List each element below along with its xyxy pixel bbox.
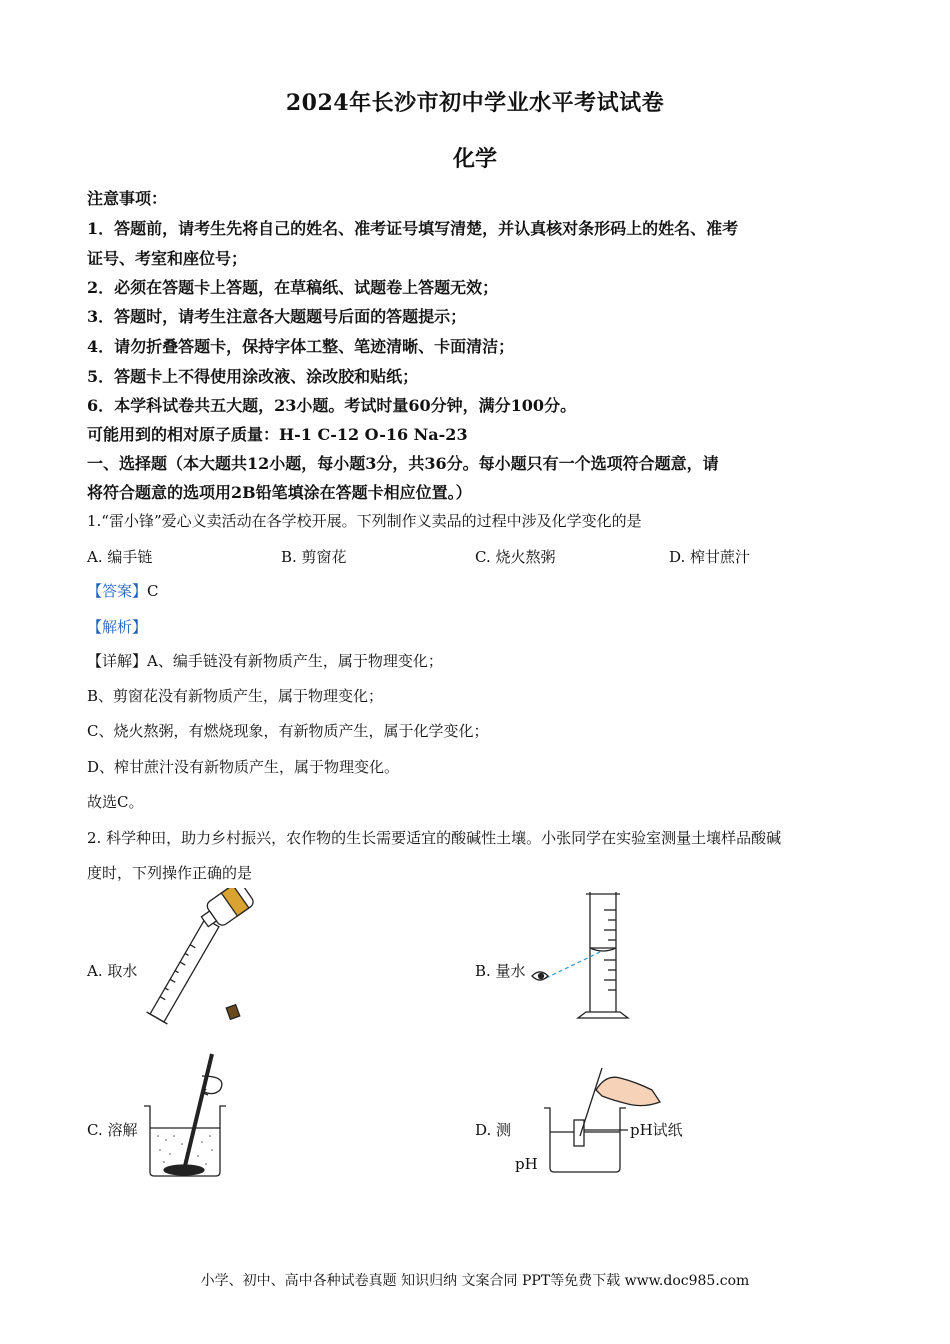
q1-option-a: A. 编手链 bbox=[87, 548, 153, 566]
analysis-tag: 【解析】 bbox=[87, 618, 148, 636]
figure-d-ph-test-icon bbox=[540, 1060, 670, 1180]
note-item: 3．答题时，请考生注意各大题题号后面的答题提示； bbox=[87, 307, 467, 326]
answer-line bbox=[87, 580, 159, 601]
question-2-stem-cont: 度时，下列操作正确的是 bbox=[87, 864, 253, 882]
note-item: 证号、考室和座位号； bbox=[87, 249, 248, 268]
atomic-mass-line: 可能用到的相对原子质量：H-1 C-12 O-16 Na-23 bbox=[87, 425, 468, 444]
detail-line: D、榨甘蔗汁没有新物质产生，属于物理变化。 bbox=[87, 758, 400, 776]
note-item: 4．请勿折叠答题卡，保持字体工整、笔迹清晰、卡面清洁； bbox=[87, 337, 515, 356]
q1-option-d: D. 榨甘蔗汁 bbox=[669, 548, 751, 566]
q2-option-c: C. 溶解 bbox=[87, 1121, 138, 1139]
q1-option-b: B. 剪窗花 bbox=[281, 548, 347, 566]
detail-line: C、烧火熬粥，有燃烧现象，有新物质产生，属于化学变化； bbox=[87, 722, 489, 740]
question-1-stem: 1.“雷小锋”爱心义卖活动在各学校开展。下列制作义卖品的过程中涉及化学变化的是 bbox=[87, 512, 642, 530]
q2-option-d: D. 测 bbox=[475, 1121, 512, 1139]
q2-option-d-cont: pH bbox=[515, 1155, 538, 1173]
note-item: 5．答题卡上不得使用涂改液、涂改胶和贴纸； bbox=[87, 367, 419, 386]
note-item: 1．答题前，请考生先将自己的姓名、准考证号填写清楚，并认真核对条形码上的姓名、准考 bbox=[87, 219, 739, 238]
note-item: 6．本学科试卷共五大题，23小题。考试时量60分钟，满分100分。 bbox=[87, 396, 577, 415]
note-item: 2．必须在答题卡上答题，在草稿纸、试题卷上答题无效； bbox=[87, 278, 499, 297]
detail-line: 故选C。 bbox=[87, 793, 144, 811]
ph-paper-label: pH试纸 bbox=[630, 1121, 683, 1139]
subject-title: 化学 bbox=[452, 146, 497, 172]
detail-tag: 【详解】 bbox=[87, 652, 148, 670]
q2-option-a: A. 取水 bbox=[87, 962, 138, 980]
detail-text: A、编手链没有新物质产生，属于物理变化； bbox=[147, 652, 443, 670]
detail-line bbox=[87, 650, 443, 671]
figure-b-measuring-icon bbox=[528, 890, 638, 1025]
section-heading: 一、选择题（本大题共12小题，每小题3分，共36分。每小题只有一个选项符合题意，请 bbox=[87, 454, 719, 473]
figure-a-pouring-icon bbox=[135, 888, 270, 1033]
figure-c-dissolving-icon bbox=[140, 1050, 240, 1180]
page-title: 2024年长沙市初中学业水平考试试卷 bbox=[285, 90, 665, 116]
footer-text: 小学、初中、高中各种试卷真题 知识归纳 文案合同 PPT等免费下载 www.doc985.com bbox=[200, 1273, 750, 1289]
q1-option-c: C. 烧火熬粥 bbox=[475, 548, 556, 566]
detail-line: B、剪窗花没有新物质产生，属于物理变化； bbox=[87, 687, 384, 705]
q2-option-b: B. 量水 bbox=[475, 962, 526, 980]
answer-tag: 【答案】 bbox=[87, 582, 148, 600]
answer-value: C bbox=[147, 582, 159, 600]
question-2-stem: 2. 科学种田，助力乡村振兴，农作物的生长需要适宜的酸碱性土壤。小张同学在实验室测量土壤样品酸碱 bbox=[87, 829, 782, 847]
notes-heading: 注意事项： bbox=[87, 189, 168, 208]
section-heading-cont: 将符合题意的选项用2B铅笔填涂在答题卡相应位置。） bbox=[87, 483, 472, 502]
